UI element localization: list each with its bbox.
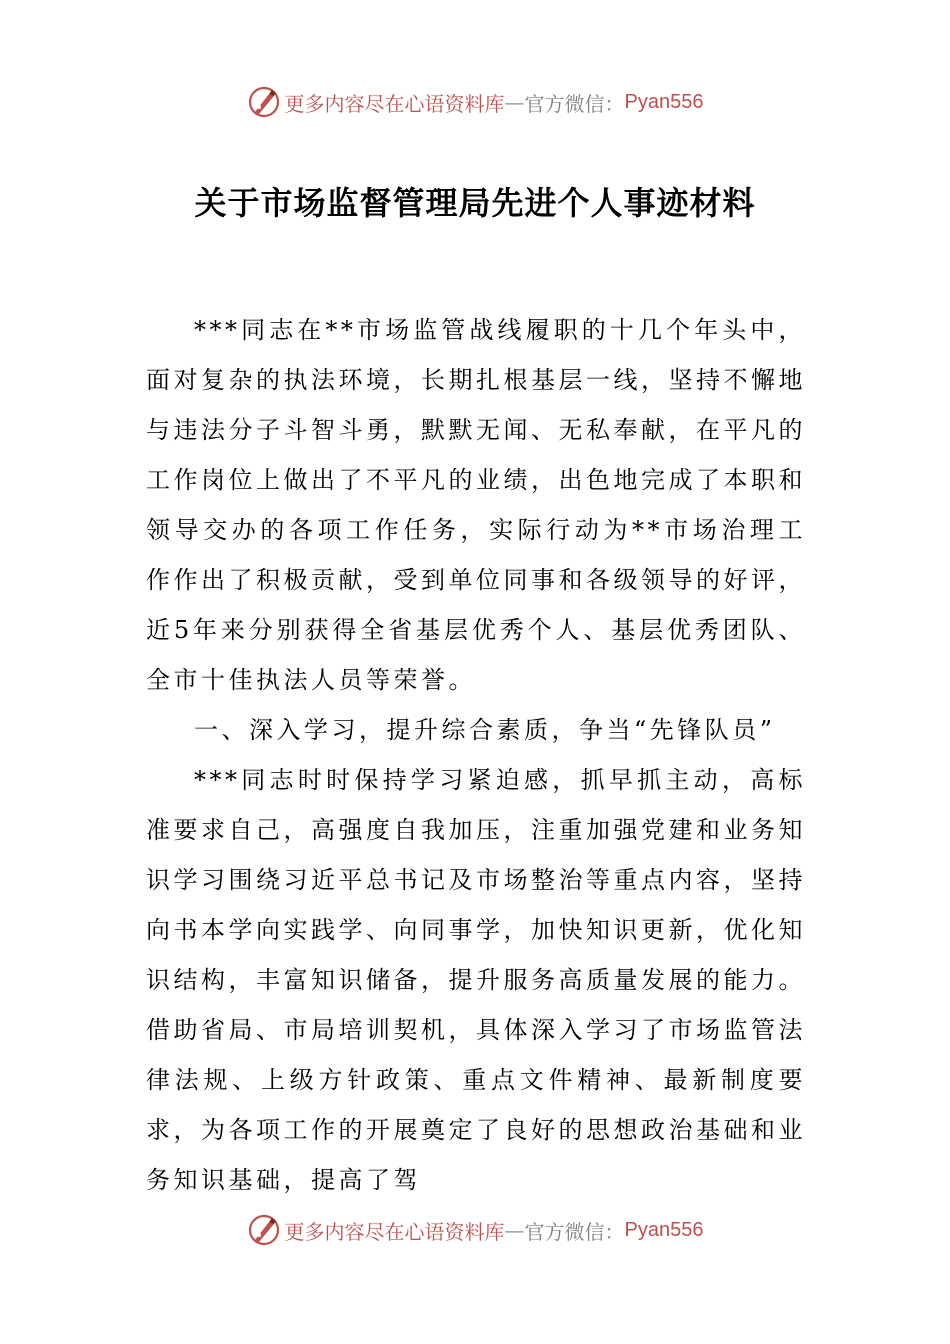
- watermark-wechat-id: Pyan556: [624, 1218, 704, 1241]
- watermark-wechat-prefix: 官方微信：: [524, 91, 625, 116]
- document-title: 关于市场监督管理局先进个人事迹材料: [194, 184, 756, 222]
- section-heading-1: 一、深入学习，提升综合素质，争当“先锋队员”: [194, 716, 776, 744]
- pen-nib-logo-icon: [247, 1213, 281, 1247]
- pen-nib-logo-icon: [247, 85, 281, 119]
- watermark-dash: —: [504, 1218, 525, 1242]
- watermark-wechat-prefix: 官方微信：: [524, 1219, 625, 1244]
- paragraph-section-1: ***同志时时保持学习紧迫感，抓早抓主动，高标准要求自己，高强度自我加压，注重加强党建和业务知识学习围绕习近平总书记及市场整治等重点内容，坚持向书本学向实践学、向同事学，加快知识更新，优化知识结构，丰富知识储备，提升服务高质量发展的能力。借助省局、市局培训契机，具体深入学习了市场监管法律法规、上级方针政策、重点文件精神、最新制度要求，为各项工作的开展奠定了良好的思想政治基础和业务知识基础，提高了驾: [146, 766, 806, 1194]
- document-body: [146, 305, 806, 1205]
- watermark-dash: —: [504, 90, 525, 114]
- header-watermark: [0, 82, 950, 122]
- watermark-wechat-id: Pyan556: [624, 90, 704, 113]
- watermark-site-text: 更多内容尽在心语资料库: [284, 1219, 505, 1244]
- footer-watermark: [0, 1210, 950, 1250]
- watermark-site-text: 更多内容尽在心语资料库: [284, 91, 505, 116]
- paragraph-intro: ***同志在**市场监管战线履职的十几个年头中，面对复杂的执法环境，长期扎根基层一线，坚持不懈地与违法分子斗智斗勇，默默无闻、无私奉献，在平凡的工作岗位上做出了不平凡的业绩，出色地完成了本职和领导交办的各项工作任务，实际行动为**市场治理工作作出了积极贡献，受到单位同事和各级领导的好评，近5年来分别获得全省基层优秀个人、基层优秀团队、全市十佳执法人员等荣誉。: [146, 316, 806, 694]
